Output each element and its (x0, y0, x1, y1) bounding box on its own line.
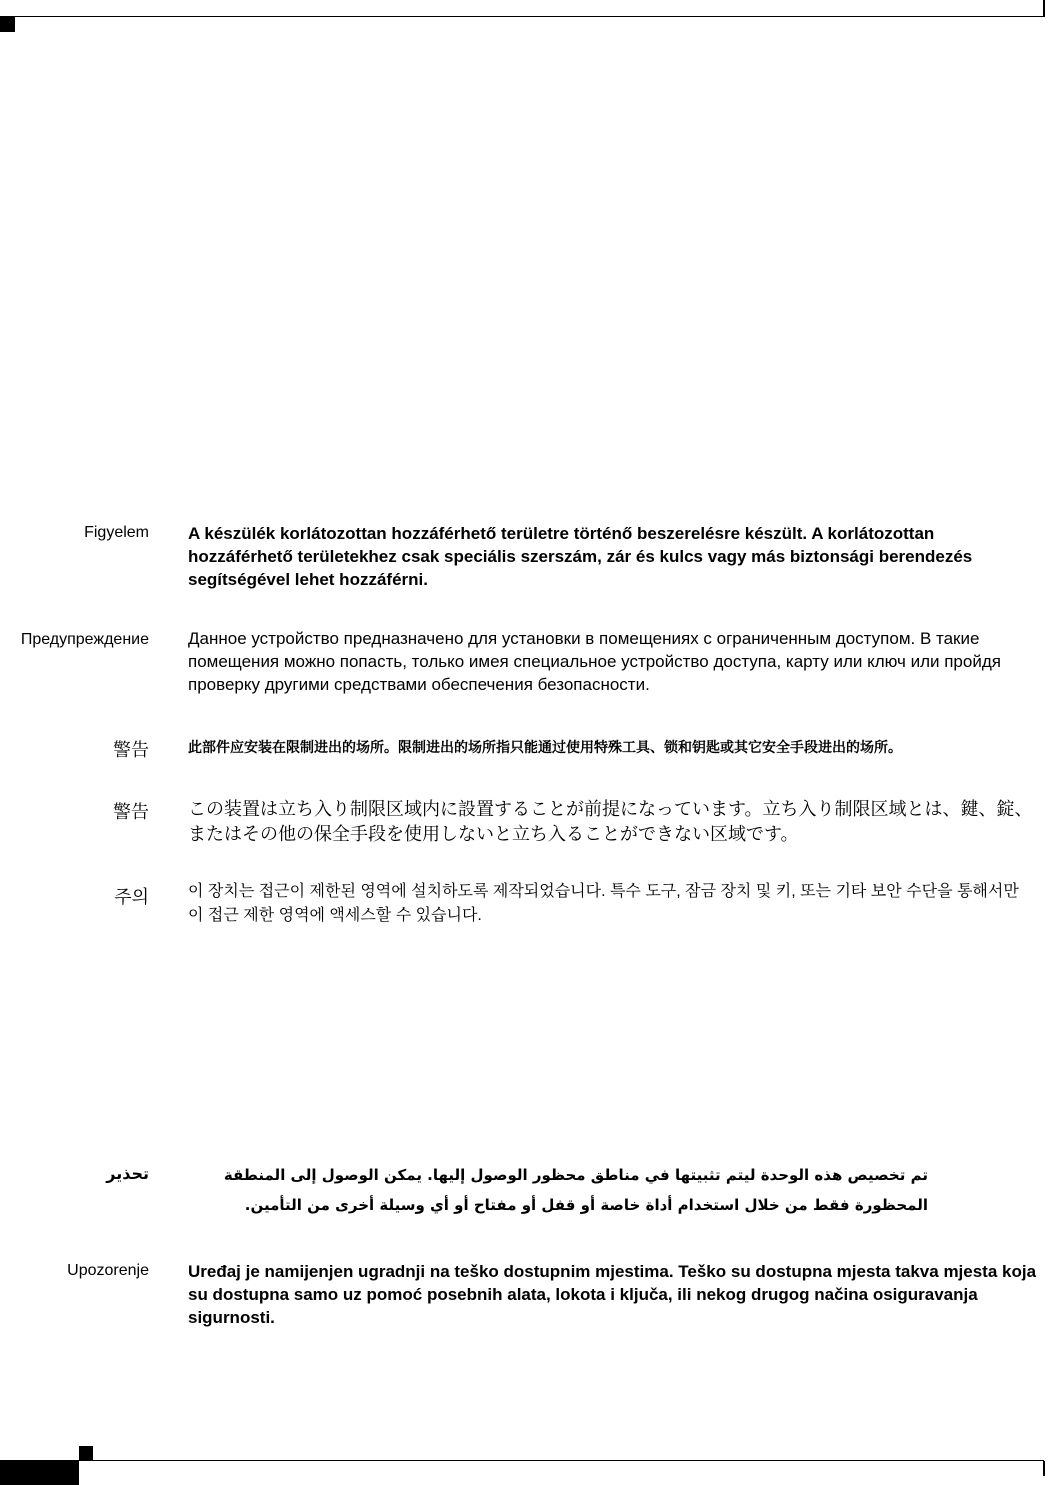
warning-label-russian: Предупреждение (20, 631, 149, 648)
warning-text-arabic: تم تخصيص هذه الوحدة ليتم تثبيتها في مناطق محظور الوصول إليها. يمكن الوصول إلى المنطقة المحظورة فقط من خلال استخدام أداة خاصة أو قفل أو مفتاح أو أي وسيلة أخرى من التأمين. (223, 1166, 928, 1214)
bottom-left-marker (79, 1446, 93, 1460)
warning-label-japanese: 警告 (113, 802, 149, 822)
warning-text-croatian: Uređaj je namijenjen ugradnji na teško dostupnim mjestima. Teško su dostupna mjesta takva mjesta koja su dostupna samo uz pomoć posebnih alata, lokota i ključa, ili nekog drugog načina osiguravanja sigurnosti. (188, 1262, 1037, 1327)
warning-text-hungarian: A készülék korlátozottan hozzáférhető területre történő beszerelésre készült. A korlátozottan hozzáférhető területekhez csak speciális szerszám, zár és kulcs vagy más biztonsági berendezés segítségével lehet hozzáférni. (188, 524, 973, 589)
warning-label-croatian: Upozorenje (67, 1262, 149, 1279)
warning-label-arabic: تحذير (106, 1164, 149, 1183)
top-rule (0, 16, 1044, 17)
top-left-marker (0, 17, 15, 32)
warning-label-korean: 주의 (114, 887, 149, 907)
warning-text-chinese: 此部件应安装在限制进出的场所。限制进出的场所指只能通过使用特殊工具、锁和钥匙或其它安全手段进出的场所。 (188, 739, 902, 755)
warning-label-chinese: 警告 (113, 740, 149, 760)
warning-text-korean: 이 장치는 접근이 제한된 영역에 설치하도록 제작되었습니다. 특수 도구, 잠금 장치 및 키, 또는 기타 보안 수단을 통해서만 이 접근 제한 영역에 액세스할 수 있습니다. (188, 883, 1019, 924)
bottom-rule (0, 1460, 1044, 1461)
warning-label-hungarian: Figyelem (84, 524, 149, 541)
bottom-left-bar (0, 1461, 79, 1485)
bottom-right-tick (1043, 1461, 1045, 1476)
top-right-tick (1043, 0, 1045, 17)
warning-text-russian: Данное устройство предназначено для установки в помещениях с ограниченным доступом. В такие помещения можно попасть, только имея специальное устройство доступа, карту или ключ или пройдя проверку другими средствами обеспечения безопасности. (188, 629, 1001, 694)
warning-text-japanese: この装置は立ち入り制限区域内に設置することが前提になっています。立ち入り制限区域とは、鍵、錠、またはその他の保全手段を使用しないと立ち入ることができない区域です。 (188, 799, 1033, 844)
